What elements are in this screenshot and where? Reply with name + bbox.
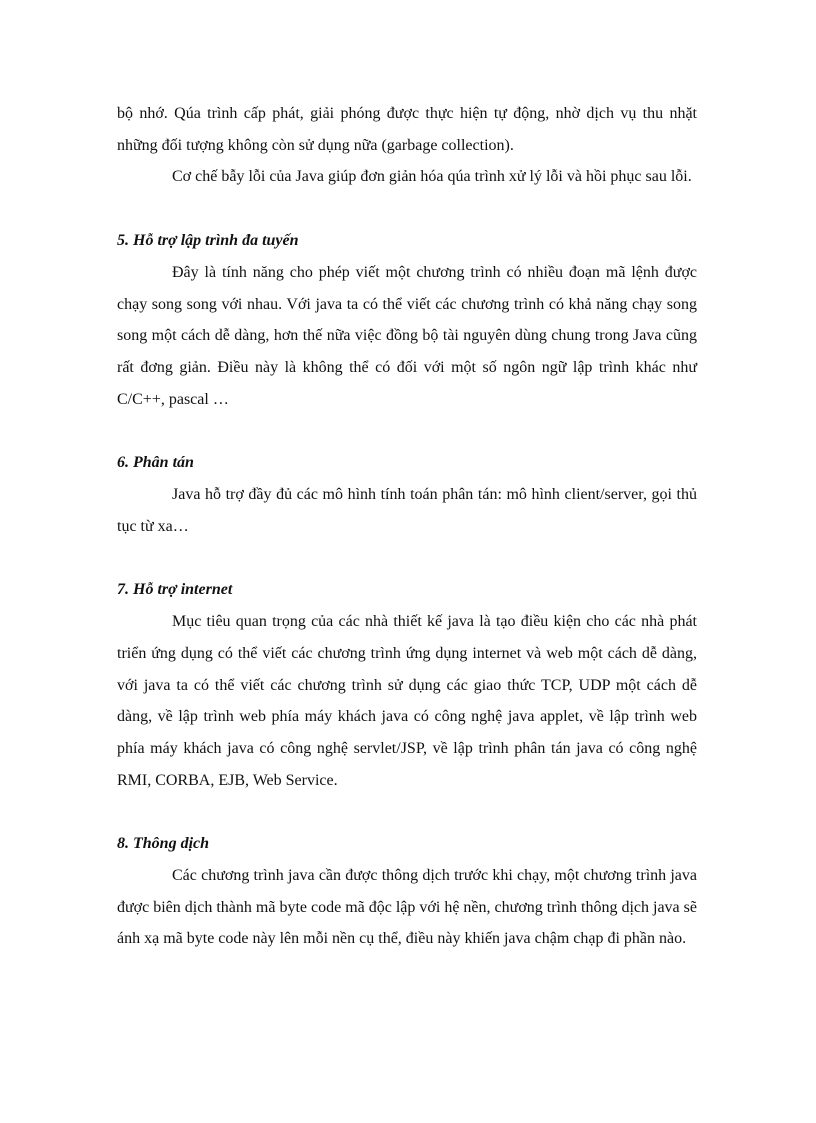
section-gap — [117, 542, 697, 574]
section-gap — [117, 193, 697, 225]
section-body-distributed: Java hỗ trợ đầy đủ các mô hình tính toán phân tán: mô hình client/server, gọi thủ tục từ xa… — [117, 486, 697, 535]
section-heading-internet: 7. Hỗ trợ internet — [117, 581, 233, 599]
section-body-multithreading: Đây là tính năng cho phép viết một chương trình có nhiều đoạn mã lệnh được chạy song song với nhau. Với java ta có thể viết các chương trình có khả năng chạy song song một cách dễ dàng, hơn thế nữa việc đồng bộ tài nguyên dùng chung trong Java cũng rất đơng giản. Điều này là không thể có đối với một số ngôn ngữ lập trình khác như C/C++, pascal … — [117, 263, 697, 408]
intro-paragraph-1: bộ nhớ. Qúa trình cấp phát, giải phóng được thực hiện tự động, nhờ dịch vụ thu nhặt những đối tượng không còn sử dụng nữa (garbage collection). — [117, 105, 697, 154]
section-heading-distributed: 6. Phân tán — [117, 454, 194, 472]
section-gap — [117, 796, 697, 828]
section-heading-interpreted: 8. Thông dịch — [117, 835, 210, 853]
section-heading-multithreading: 5. Hỗ trợ lập trình đa tuyến — [117, 232, 299, 250]
section-body-internet: Mục tiêu quan trọng của các nhà thiết kế java là tạo điều kiện cho các nhà phát triển ứng dụng có thể viết các chương trình ứng dụng internet và web một cách dễ dàng, với java ta có thể viết các chương trình sử dụng các giao thức TCP, UDP một cách dễ dàng, về lập trình web phía máy khách java có công nghệ java applet, về lập trình web phía máy khách java có công nghệ servlet/JSP, về lập trình phân tán java có công nghệ RMI, CORBA, EJB, Web Service. — [117, 613, 697, 789]
intro-paragraph-2: Cơ chế bẫy lỗi của Java giúp đơn giản hóa qúa trình xử lý lỗi và hồi phục sau lỗi. — [172, 168, 692, 186]
section-body-interpreted: Các chương trình java cần được thông dịch trước khi chạy, một chương trình java được biên dịch thành mã byte code mã độc lập với hệ nền, chương trình thông dịch java sẽ ánh xạ mã byte code này lên mỗi nền cụ thể, điều này khiến java chậm chạp đi phần nào. — [117, 867, 697, 948]
document-page — [117, 98, 697, 955]
section-gap — [117, 415, 697, 447]
